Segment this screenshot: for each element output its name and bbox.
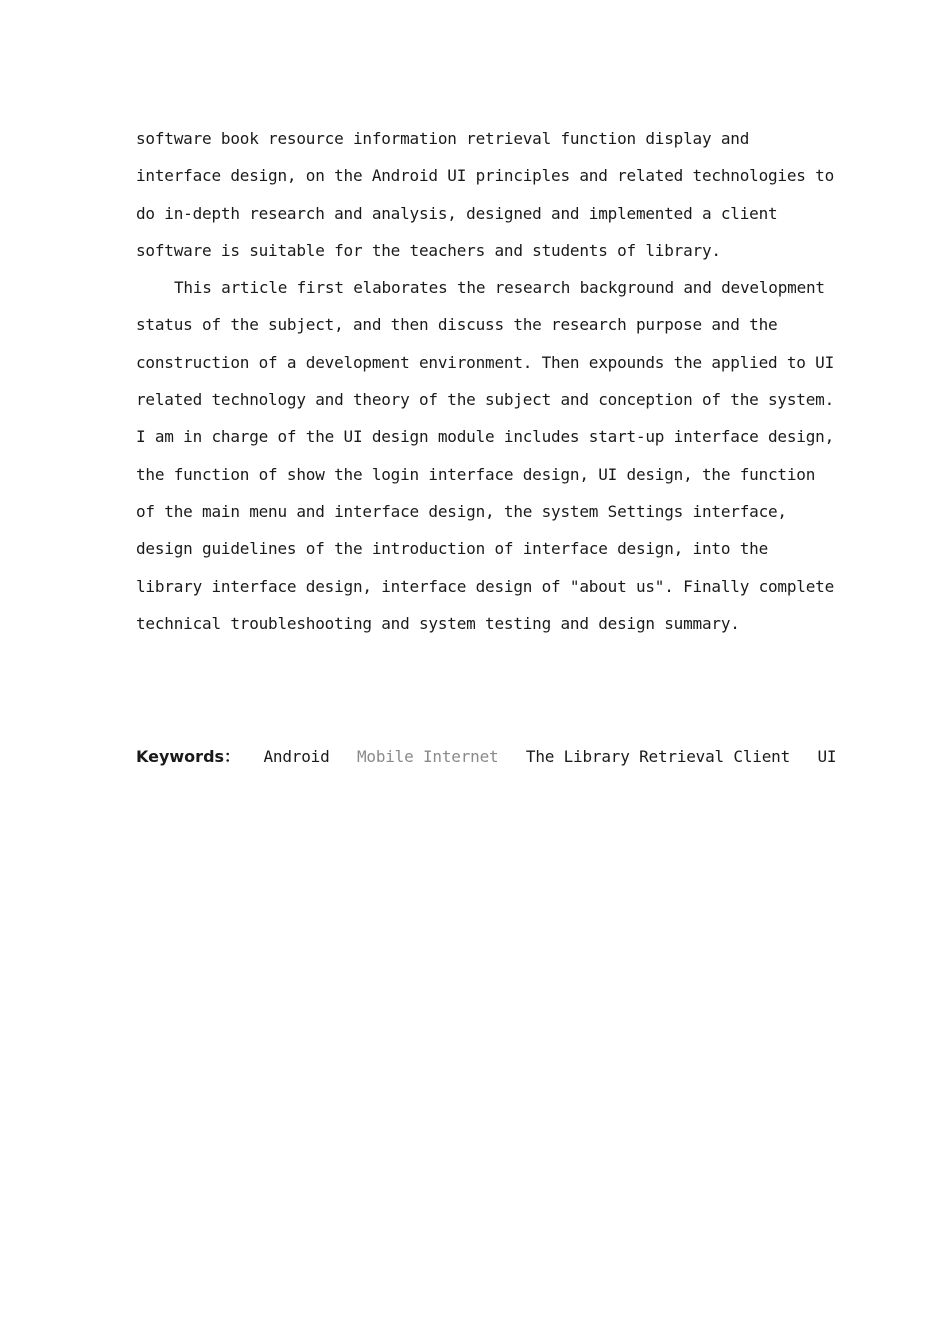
keyword-ui: UI [817,747,837,766]
abstract-paragraph-1: software book resource information retrieval function display and interface design, on the Android UI principles and related technologies to do in-depth research and analysis, designed and implemented a client software is suitable for the teachers and students of library. [136,129,835,260]
keyword-library-retrieval-client: The Library Retrieval Client [525,747,791,766]
keywords-label: Keywords： [136,747,241,766]
abstract-body [136,120,836,642]
keywords-line [136,738,856,775]
keyword-mobile-internet: Mobile Internet [356,747,499,766]
keyword-android: Android [263,747,330,766]
abstract-paragraph-2: This article first elaborates the research background and development status of the subject, and then discuss the research purpose and the construction of a development environment. Then expounds the applied to UI related technology and theory of the subject and conception of the system. I am in charge of the UI design module includes start-up interface design, the function of show the login interface design, UI design, the function of the main menu and interface design, the system Settings interface, design guidelines of the introduction of interface design, into the library interface design, interface design of "about us". Finally complete technical troubleshooting and system testing and design summary. [136,278,835,633]
